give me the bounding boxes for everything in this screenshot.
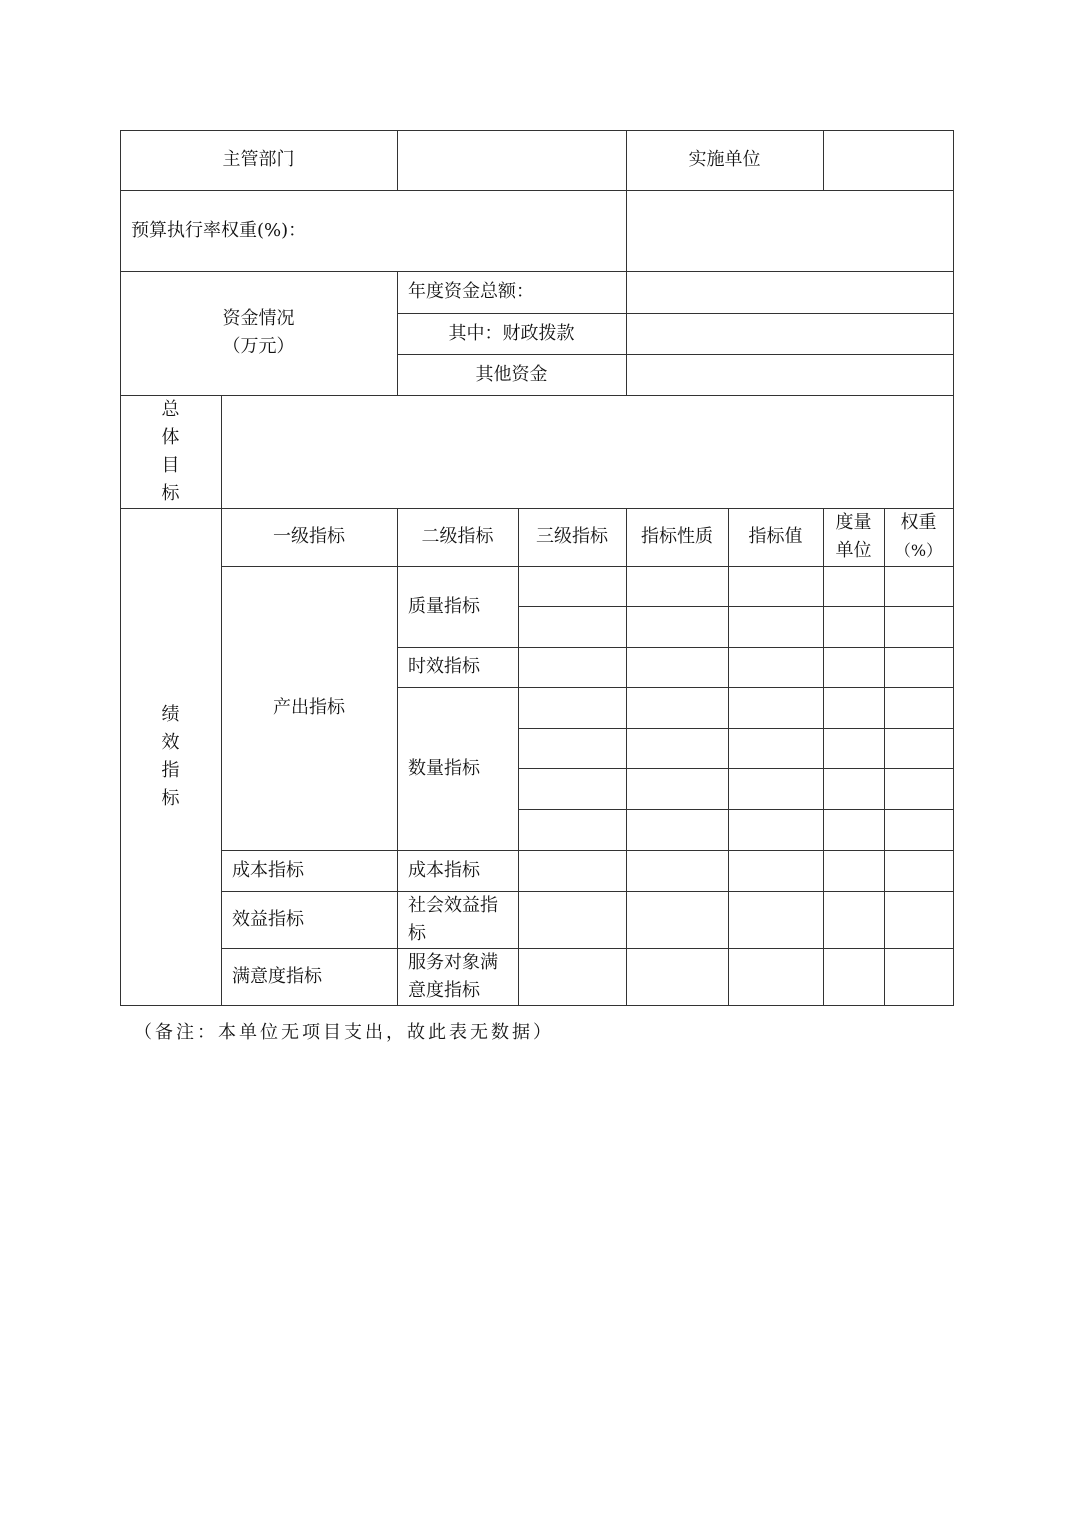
perf-char: 绩 (161, 703, 180, 725)
annual-total-label: 年度资金总额： (408, 281, 534, 302)
timeliness-label: 时效指标 (408, 656, 480, 677)
border-right (953, 130, 954, 1006)
goal-char: 标 (161, 482, 180, 504)
overall-goal-label (120, 395, 221, 508)
border-bottom (120, 1005, 954, 1006)
perf-label (120, 508, 221, 1005)
perf-char: 效 (161, 731, 180, 753)
fiscal-label: 其中：财政拨款 (448, 322, 575, 344)
funds-label-line2: （万元） (222, 336, 295, 357)
satisfaction-l1-label: 满意度指标 (232, 965, 322, 987)
funds-label-line1: 资金情况 (222, 308, 295, 329)
divider (884, 508, 885, 1006)
header-level2: 二级指标 (421, 526, 494, 547)
header-unit (823, 508, 884, 566)
header-weight (884, 508, 953, 566)
divider (518, 728, 954, 729)
header-level1: 一级指标 (273, 526, 345, 547)
divider (120, 395, 954, 396)
dept-label: 主管部门 (222, 149, 295, 170)
divider (626, 271, 627, 395)
header-unit-line2: 单位 (835, 540, 872, 561)
cost-l1-label: 成本指标 (232, 859, 304, 881)
footnote: （备注：本单位无项目支出，故此表无数据） (134, 1022, 554, 1043)
divider (823, 130, 824, 190)
header-nature: 指标性质 (641, 526, 713, 547)
perf-char: 指 (161, 759, 180, 781)
quantity-label: 数量指标 (408, 757, 480, 779)
header-level3: 三级指标 (536, 526, 608, 547)
divider (823, 508, 824, 1006)
header-weight-line2: （%） (894, 541, 943, 560)
satisfaction-l2-label: 服务对象满意度指标 (408, 951, 498, 1001)
divider (728, 508, 729, 1006)
divider (626, 508, 627, 1006)
divider (518, 606, 954, 607)
funds-label (120, 271, 397, 395)
impl-unit-label: 实施单位 (688, 149, 761, 170)
header-value: 指标值 (748, 526, 803, 547)
divider (397, 130, 398, 190)
other-funds-label: 其他资金 (475, 363, 548, 385)
divider (518, 508, 519, 1006)
perf-char: 标 (161, 787, 180, 809)
quality-label: 质量指标 (408, 595, 480, 617)
benefit-l2-label: 社会效益指标 (408, 894, 498, 944)
header-weight-line1: 权重 (900, 512, 937, 533)
budget-weight-label: 预算执行率权重(%)： (131, 219, 307, 241)
divider (518, 809, 954, 810)
divider (518, 768, 954, 769)
benefit-l1-label: 效益指标 (232, 908, 304, 930)
goal-char: 总 (161, 398, 180, 420)
goal-char: 体 (161, 426, 180, 448)
header-unit-line1: 度量 (835, 512, 872, 533)
goal-char: 目 (161, 454, 180, 476)
divider (626, 190, 627, 271)
cost-l2-label: 成本指标 (408, 859, 480, 881)
output-label: 产出指标 (273, 697, 345, 718)
divider (397, 508, 398, 1006)
